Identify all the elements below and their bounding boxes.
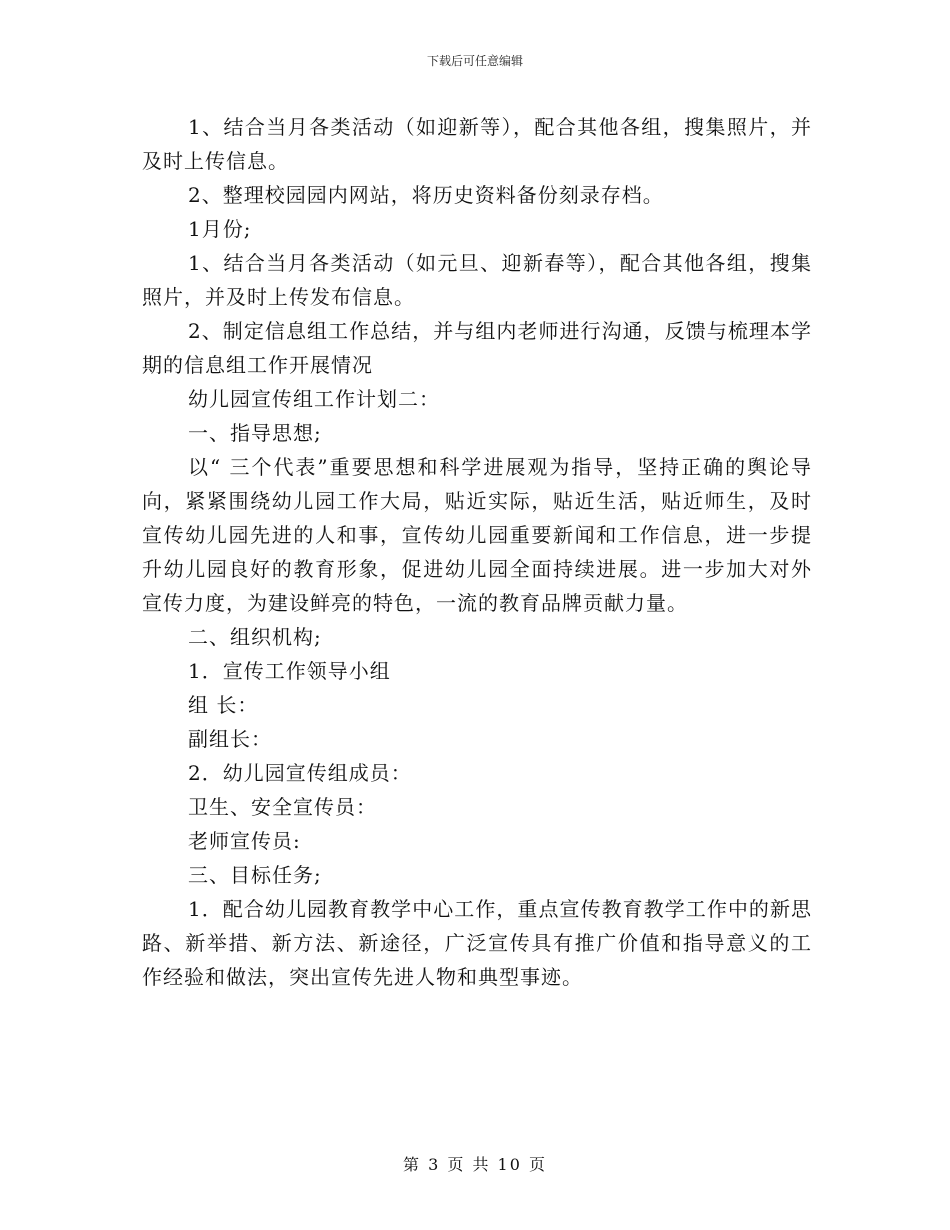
document-body xyxy=(142,110,812,994)
paragraph: 2、制定信息组工作总结，并与组内老师进行沟通，反馈与梳理本学期的信息组工作开展情况 xyxy=(142,319,812,377)
list-item: 卫生、安全宣传员： xyxy=(188,795,377,819)
list-item: 组 长： xyxy=(188,693,259,717)
paragraph: 以“ 三个代表”重要思想和科学进展观为指导，坚持正确的舆论导向，紧紧围绕幼儿园工作大局，贴近实际，贴近生活，贴近师生，及时宣传幼儿园先进的人和事，宣传幼儿园重要新闻和工作信息，进一步提升幼儿园良好的教育形象，促进幼儿园全面持续进展。进一步加大对外宣传力度，为建设鲜亮的特色，一流的教育品牌贡献力量。 xyxy=(142,455,812,615)
section-heading: 二、组织机构; xyxy=(188,625,322,649)
page-header-note: 下载后可任意编辑 xyxy=(426,54,523,68)
list-item: 2．幼儿园宣传组成员： xyxy=(188,761,412,785)
list-item: 老师宣传员: xyxy=(188,829,301,853)
paragraph: 1、结合当月各类活动（如元旦、迎新春等），配合其他各组，搜集照片，并及时上传发布信息。 xyxy=(142,251,812,309)
list-item: 副组长： xyxy=(188,727,272,751)
paragraph: 1、结合当月各类活动（如迎新等），配合其他各组，搜集照片，并及时上传信息。 xyxy=(142,115,812,173)
section-heading: 幼儿园宣传组工作计划二： xyxy=(188,387,440,411)
paragraph: 2、整理校园园内网站，将历史资料备份刻录存档。 xyxy=(188,183,664,207)
paragraph: 1．配合幼儿园教育教学中心工作，重点宣传教育教学工作中的新思路、新举措、新方法、新途径，广泛宣传具有推广价值和指导意义的工作经验和做法，突出宣传先进人物和典型事迹。 xyxy=(142,897,812,989)
section-heading: 一、指导思想; xyxy=(188,421,322,445)
page-number: 第 3 页 共 10 页 xyxy=(403,1155,547,1174)
section-heading: 三、目标任务; xyxy=(188,863,322,887)
paragraph: 1月份; xyxy=(188,217,252,241)
list-item: 1．宣传工作领导小组 xyxy=(188,659,391,683)
